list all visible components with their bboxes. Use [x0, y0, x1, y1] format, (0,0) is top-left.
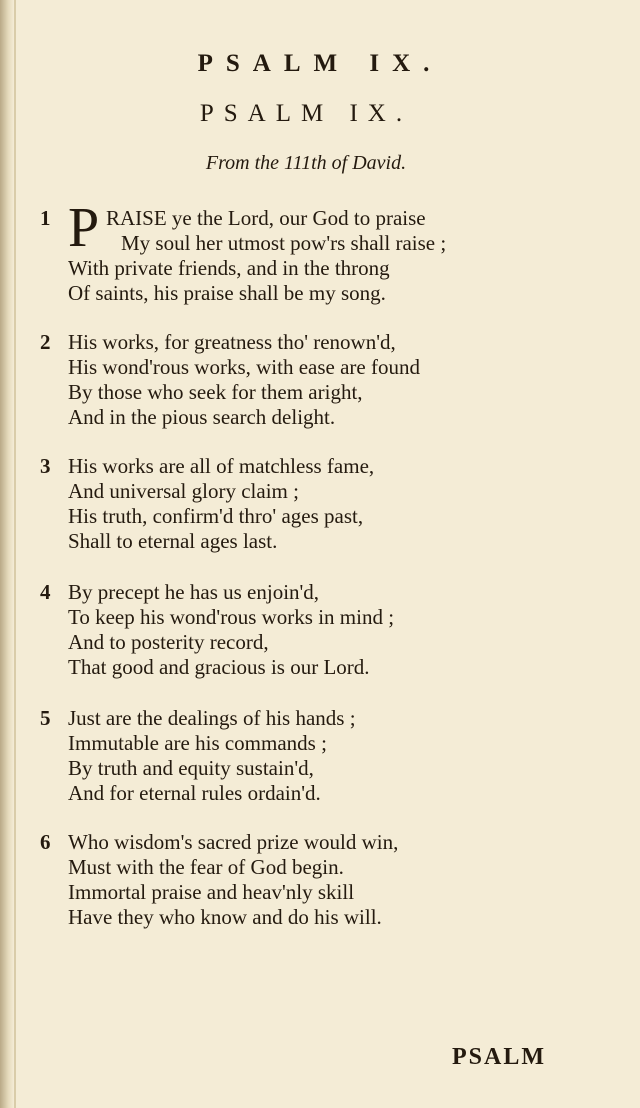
verse-line: His wond'rous works, with ease are found: [68, 355, 420, 379]
verse-line: RAISE ye the Lord, our God to praise: [106, 206, 426, 230]
stanza-lines: [68, 706, 356, 806]
verse-line: And for eternal rules ordain'd.: [68, 781, 321, 805]
psalm-subtitle: From the 111th of David.: [205, 152, 407, 174]
stanza-number: 6: [40, 830, 51, 854]
verse-line: Who wisdom's sacred prize would win,: [68, 830, 399, 854]
verse-line: By those who seek for them aright,: [68, 380, 363, 404]
stanza-lines: [68, 330, 420, 430]
verse-line: Of saints, his praise shall be my song.: [68, 281, 386, 305]
catchword: PSALM: [452, 1044, 546, 1070]
verse-line: Immutable are his commands ;: [68, 731, 327, 755]
verse-line: His works are all of matchless fame,: [68, 454, 375, 478]
stanza-lines: [68, 197, 447, 306]
verse-line: Have they who know and do his will.: [68, 905, 382, 929]
verse-line: Just are the dealings of his hands ;: [68, 706, 356, 730]
verse-line: By precept he has us enjoin'd,: [68, 580, 320, 604]
verse-line: And universal glory claim ;: [68, 479, 299, 503]
psalm-title: PSALM IX.: [199, 100, 413, 127]
stanza-lines: [68, 580, 394, 680]
stanza-lines: [68, 454, 374, 554]
stanza-number: 1: [40, 206, 51, 230]
verse-line: To keep his wond'rous works in mind ;: [68, 605, 395, 629]
stanza-lines: [68, 830, 398, 930]
stanza-number: 3: [40, 454, 51, 478]
running-head: PSALM IX.: [197, 50, 443, 77]
verse-line: His works, for greatness tho' renown'd,: [68, 330, 396, 354]
verse-line: My soul her utmost pow'rs shall raise ;: [121, 231, 447, 255]
verse-line: Immortal praise and heav'nly skill: [68, 880, 355, 904]
verse-line: And to posterity record,: [68, 630, 269, 654]
verse-line: Shall to eternal ages last.: [68, 529, 278, 553]
verse-line: His truth, confirm'd thro' ages past,: [68, 504, 364, 528]
verse-line: That good and gracious is our Lord.: [68, 655, 370, 679]
dropcap-letter: P: [68, 197, 100, 259]
stanza-number: 5: [40, 706, 51, 730]
stanza-number: 4: [40, 580, 51, 604]
verse-line: Must with the fear of God begin.: [68, 855, 344, 879]
verse-line: With private friends, and in the throng: [68, 256, 390, 280]
verse-line: By truth and equity sustain'd,: [68, 756, 314, 780]
stanza-number: 2: [40, 330, 51, 354]
verse-line: And in the pious search delight.: [68, 405, 336, 429]
